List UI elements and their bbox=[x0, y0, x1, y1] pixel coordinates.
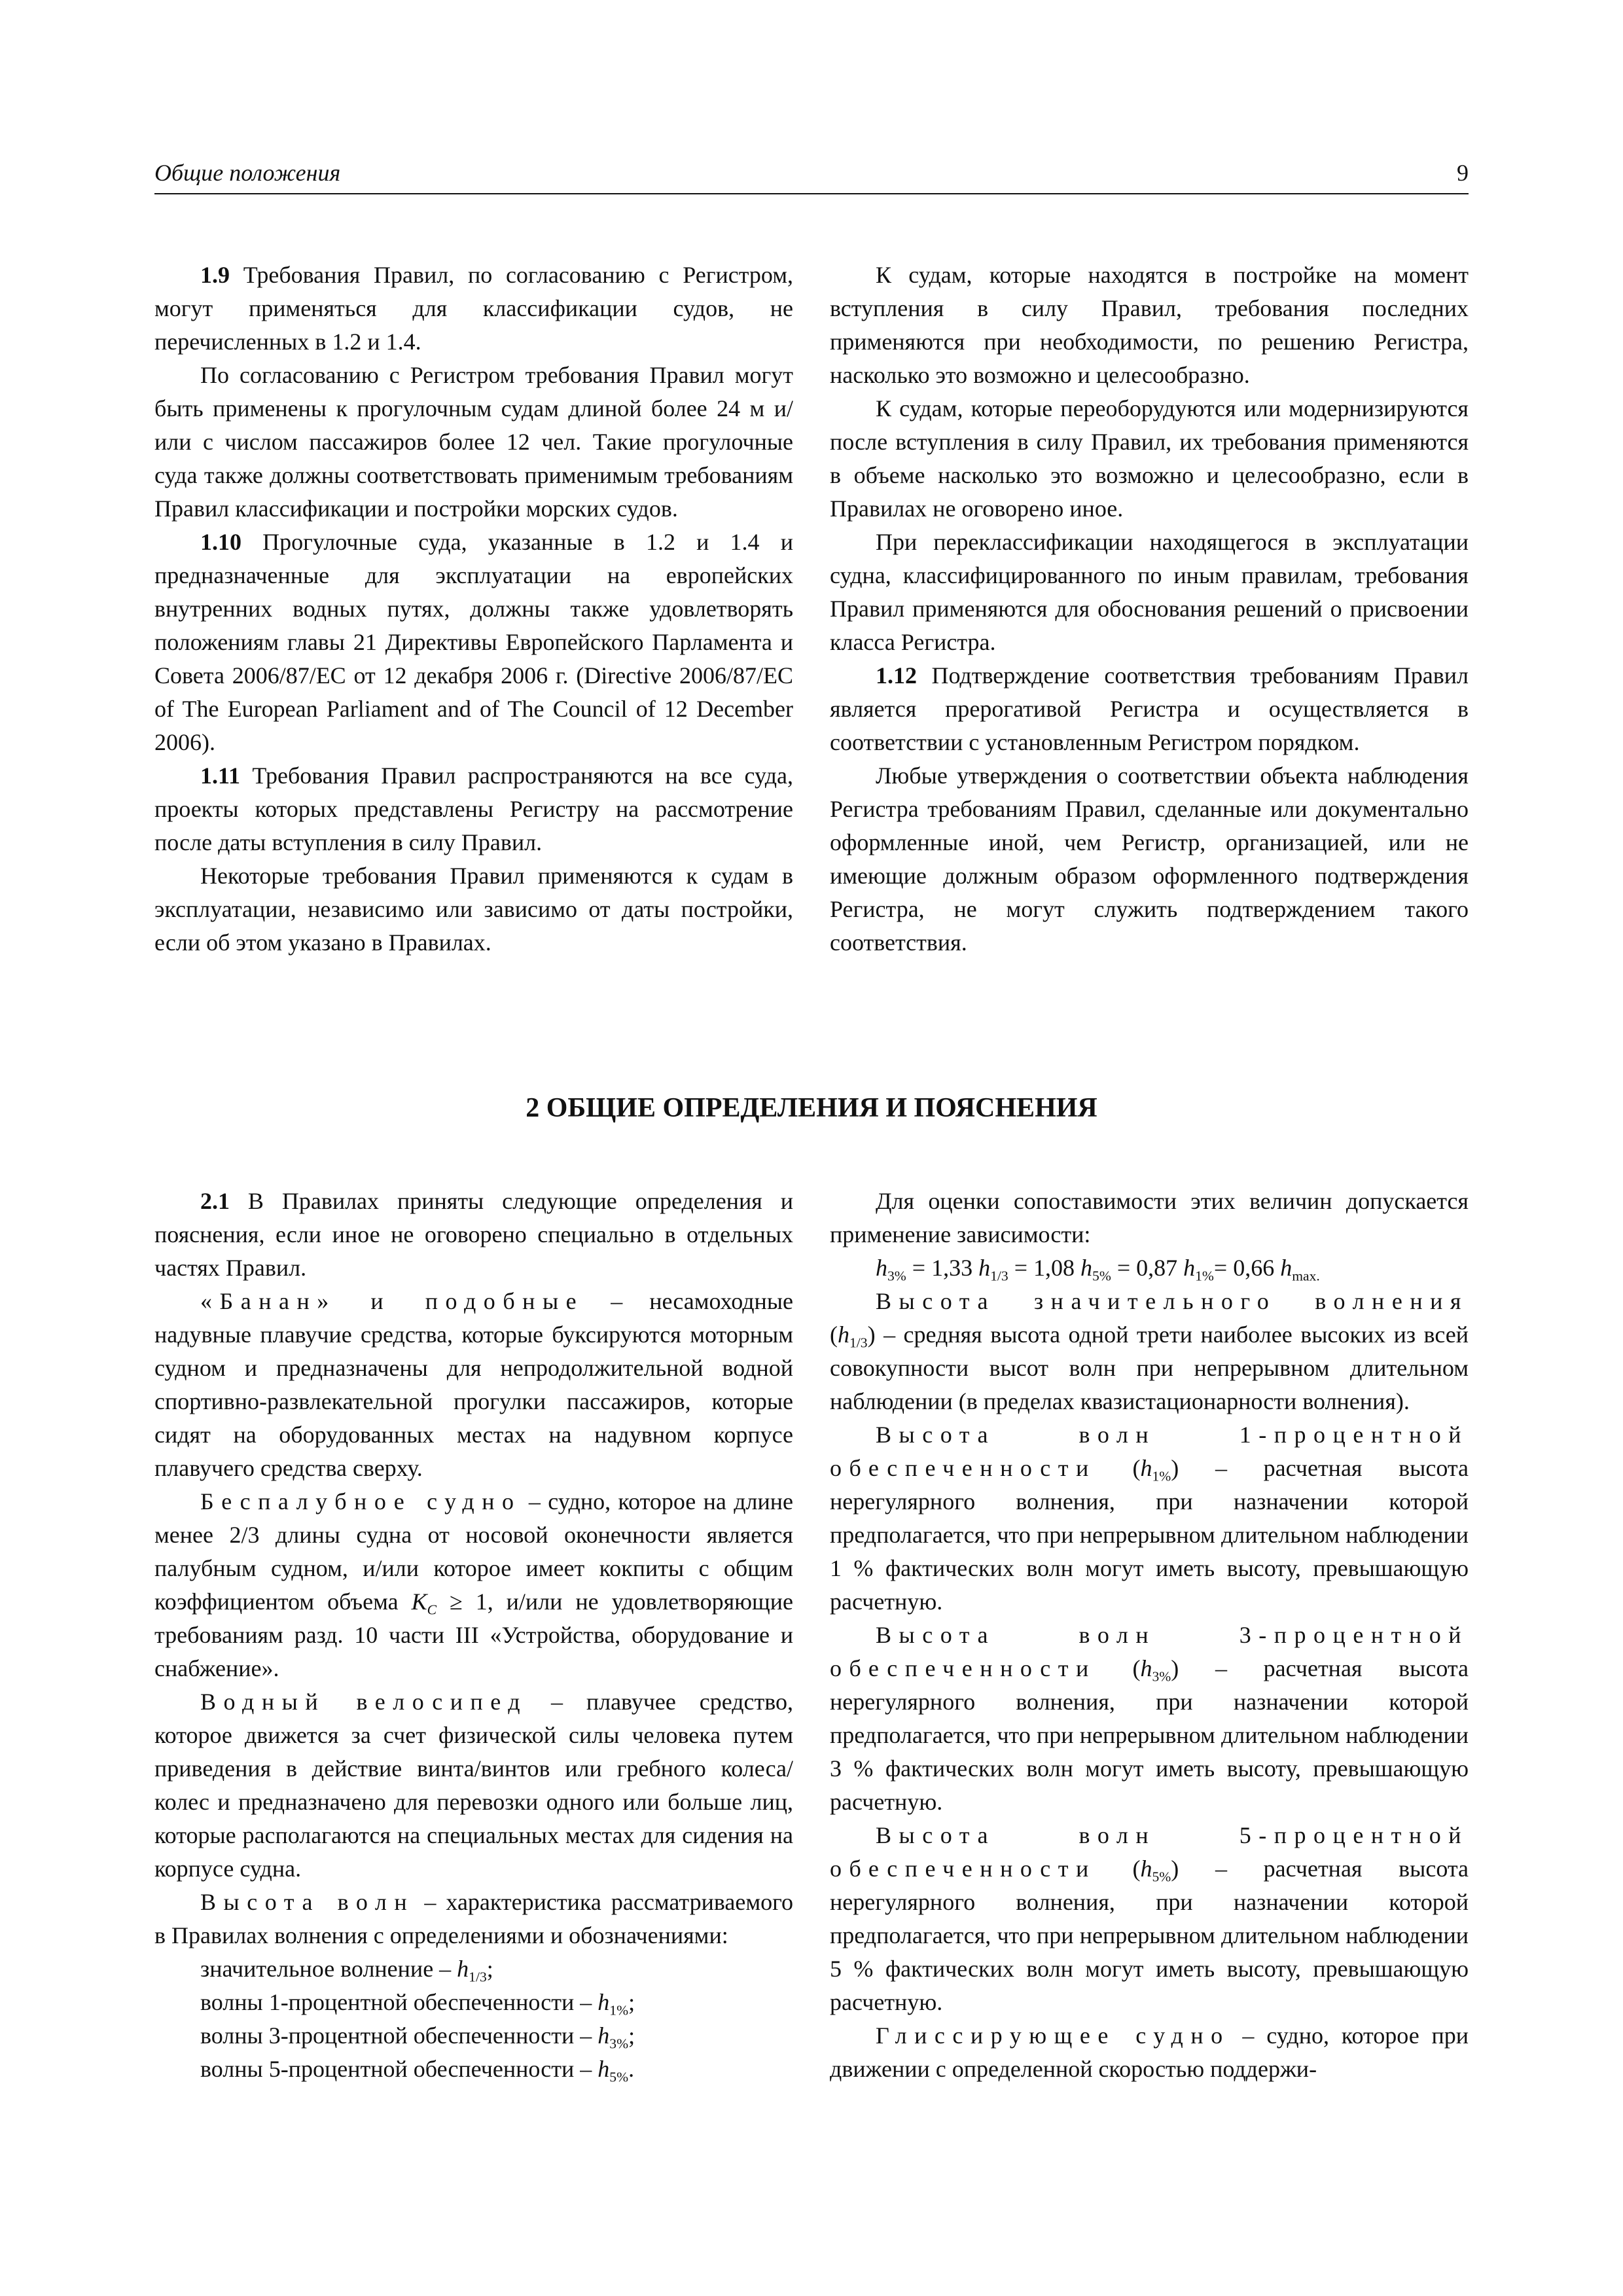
clause-number: 1.11 bbox=[200, 762, 241, 789]
section1-left-column bbox=[154, 259, 793, 960]
paragraph-text: Требования Правил, по согласованию с Регистром, могут применяться для классификации судов, не перечисленных в 1.2 и 1.4. bbox=[154, 262, 793, 355]
definition-text: – расчетная высота нерегулярного волнения, при назначении которой предполагается, что при непрерывном длительном наблюдении 5 % фактических волн могут иметь высоту, превышающую расчетную. bbox=[830, 1856, 1469, 2015]
symbol: h bbox=[597, 2056, 610, 2082]
defined-term: Беспалубное судно bbox=[200, 1488, 522, 1515]
formula-text: = 0,87 bbox=[1111, 1255, 1184, 1281]
symbol: h bbox=[1140, 1856, 1152, 1882]
definition-text: – характеристика рассматриваемого в Правилах волнения с определениями и обозначениями: bbox=[154, 1889, 793, 1948]
definition-text: – судно, которое на длине менее 2/3 длины судна от носовой оконечности является палубным судном, и/или которое имеет кокпиты с общим коэффициентом объема bbox=[154, 1488, 794, 1615]
definition-banan bbox=[154, 1285, 793, 1485]
definition-significant-wave: Высота значительного волнения $(h_{1/3})$ – средняя высота одной трети наиболее высоких из всей совокупности высот волн при непрерывном длительном наблюдении (в пределах квазистационарности волнения). bbox=[830, 1288, 1469, 1414]
paragraph: К судам, которые находятся в постройке на момент вступления в силу Правил, требования последних применяются при необходимости, по решению Регистра, насколько это возможно и целесообразно. bbox=[830, 262, 1469, 388]
symbol-subscript: 1/3 bbox=[469, 1969, 487, 1985]
formula-text: = 1,08 bbox=[1008, 1255, 1081, 1281]
paragraph-1-12 bbox=[830, 659, 1469, 759]
paragraph: К судам, которые переоборудуются или модернизируются после вступления в силу Правил, их требования применяются в объеме насколько это возможно и целесообразно, если в Правилах не оговорено иное. bbox=[830, 395, 1469, 522]
definition-planing-vessel bbox=[830, 2019, 1469, 2086]
defined-term: Глиссирующее судно bbox=[876, 2022, 1230, 2049]
symbol-subscript: 1% bbox=[609, 2002, 629, 2018]
defined-term: Высота волн 3-процентной обеспеченности bbox=[830, 1622, 1469, 1681]
symbol: h bbox=[1183, 1255, 1196, 1281]
coefficient-symbol: K bbox=[411, 1588, 427, 1615]
punctuation: ; bbox=[628, 2022, 635, 2049]
paragraph: По согласованию с Регистром требования Правил могут быть применены к прогулочным судам длиной более 24 м и/или с числом пассажиров более 12 чел. Такие прогулочные суда также должны соответствовать применимым требованиям Правил классификации и постройки морских судов. bbox=[154, 362, 793, 522]
paragraph: Некоторые требования Правил применяются к судам в эксплуатации, независимо или зависимо от даты постройки, если об этом указано в Правилах. bbox=[154, 863, 793, 956]
paragraph: При переклассификации находящегося в эксплуатации судна, классифицированного по иным правилам, требования Правил применяются для обоснования решений о присвоении класса Регистра. bbox=[830, 529, 1469, 655]
definition-wave-3-percent: Высота волн 3-процентной обеспеченности $(h_{3\%})$ – расчетная высота нерегулярного волнения, при назначении которой предполагается, что при непрерывном длительном наблюдении 3 % фактических волн могут иметь высоту, превышающую расчетную. bbox=[830, 1622, 1469, 1815]
symbol: h bbox=[1280, 1255, 1293, 1281]
section-heading: 2 ОБЩИЕ ОПРЕДЕЛЕНИЯ И ПОЯСНЕНИЯ bbox=[526, 1093, 1097, 1123]
list-item-text: волны 5-процентной обеспеченности – bbox=[200, 2056, 598, 2082]
formula-text: = 0,66 bbox=[1213, 1255, 1281, 1281]
defined-term: «Банан» и подобные bbox=[200, 1288, 584, 1314]
symbol-subscript: 1% bbox=[1152, 1468, 1171, 1484]
definition-wave-1-percent: Высота волн 1-процентной обеспеченности $(h_{1\%})$ – расчетная высота нерегулярного волнения, при назначении которой предполагается, что при непрерывном длительном наблюдении 1 % фактических волн могут иметь высоту, превышающую расчетную. bbox=[830, 1422, 1469, 1615]
definition-text: – несамоходные надувные плавучие средства, которые буксируются моторным судном и предназначены для непродолжительной водной спортивно-развлекательной прогулки пассажиров, которые сидят на оборудованных местах на надувном корпусе плавучего средства сверху. bbox=[154, 1288, 793, 1481]
symbol-subscript: 5% bbox=[609, 2069, 629, 2085]
symbol-subscript: 1/3 bbox=[990, 1268, 1008, 1284]
symbol-subscript: max. bbox=[1292, 1268, 1320, 1284]
punctuation: ; bbox=[486, 1956, 493, 1982]
defined-term: Высота волн bbox=[200, 1889, 415, 1915]
symbol-subscript: 5% bbox=[1092, 1268, 1111, 1284]
definition-bespalubnoe bbox=[154, 1485, 793, 1685]
clause-number: 1.9 bbox=[200, 262, 230, 288]
formula bbox=[830, 1251, 1469, 1285]
punctuation: ; bbox=[628, 1989, 635, 2015]
page-number: 9 bbox=[1457, 160, 1469, 186]
section2-left-column bbox=[154, 1185, 793, 2086]
punctuation: . bbox=[628, 2056, 635, 2082]
definition-text: – расчетная высота нерегулярного волнения, при назначении которой предполагается, что при непрерывном длительном наблюдении 3 % фактических волн могут иметь высоту, превышающую расчетную. bbox=[830, 1655, 1469, 1815]
paragraph-text: Требования Правил распространяются на все суда, проекты которых представлены Регистру на рассмотрение после даты вступления в силу Правил. bbox=[154, 762, 793, 855]
paragraph: Для оценки сопоставимости этих величин допускается применение зависимости: bbox=[830, 1188, 1469, 1247]
list-item-text: значительное волнение – bbox=[200, 1956, 457, 1982]
symbol: h bbox=[876, 1255, 887, 1281]
definition-text: – судно, которое при движении с определенной скоростью поддержи- bbox=[830, 2022, 1469, 2082]
defined-term: Водный велосипед bbox=[200, 1689, 528, 1715]
section1-right-column bbox=[830, 259, 1469, 960]
symbol-subscript: 3% bbox=[887, 1268, 906, 1284]
list-item bbox=[154, 2019, 793, 2053]
paragraph-1-11 bbox=[154, 759, 793, 859]
paragraph-text: В Правилах приняты следующие определения и пояснения, если иное не оговорено специально в отдельных частях Правил. bbox=[154, 1188, 793, 1281]
symbol: h bbox=[1140, 1455, 1152, 1481]
paragraph-text: Прогулочные суда, указанные в 1.2 и 1.4 и предназначенные для эксплуатации на европейских внутренних водных путях, должны также удовлетворять положениям главы 21 Директивы Европейского Парламента и Совета 2006/87/ЕС от 12 декабря 2006 г. (Directive 2006/87/EC of The European Parliament and of The Council of 12 December 2006). bbox=[154, 529, 793, 755]
definition-vysota-voln bbox=[154, 1886, 793, 1952]
running-header bbox=[154, 154, 1469, 194]
symbol-subscript: 3% bbox=[1152, 1668, 1171, 1685]
clause-number: 1.12 bbox=[876, 662, 917, 689]
definition-text: – плавучее средство, которое движется за счет физической силы человека путем приведения в действие винта/винтов или гребного колеса/колес и предназначено для перевозки одного или больше лиц, которые располагаются на специальных местах для сидения на корпусе судна. bbox=[154, 1689, 793, 1882]
paragraph: Любые утверждения о соответствии объекта наблюдения Регистра требованиям Правил, сделанные или документально оформленные иной, чем Регистр, организацией, или не имеющие должным образом оформленного подтверждения Регистра, не могут служить подтверждением такого соответствия. bbox=[830, 762, 1469, 956]
paragraph-1-9 bbox=[154, 259, 793, 359]
list-item bbox=[154, 1986, 793, 2019]
symbol-subscript: 5% bbox=[1152, 1869, 1171, 1885]
list-item bbox=[154, 1952, 793, 1986]
symbol: h bbox=[597, 1989, 610, 2015]
list-item bbox=[154, 2053, 793, 2086]
defined-term: Высота значительного волнения bbox=[876, 1288, 1469, 1314]
header-title: Общие положения bbox=[154, 160, 341, 186]
symbol-subscript: 1/3 bbox=[849, 1335, 868, 1351]
list-item-text: волны 3-процентной обеспеченности – bbox=[200, 2022, 598, 2049]
symbol-subscript: 1% bbox=[1195, 1268, 1214, 1284]
symbol-subscript: 3% bbox=[609, 2036, 629, 2052]
symbol: h bbox=[457, 1956, 469, 1982]
definition-text: – расчетная высота нерегулярного волнения, при назначении которой предполагается, что при непрерывном длительном наблюдении 1 % фактических волн могут иметь высоту, превышающую расчетную. bbox=[830, 1455, 1469, 1615]
definition-wave-5-percent: Высота волн 5-процентной обеспеченности $(h_{5\%})$ – расчетная высота нерегулярного волнения, при назначении которой предполагается, что при непрерывном длительном наблюдении 5 % фактических волн могут иметь высоту, превышающую расчетную. bbox=[830, 1822, 1469, 2015]
symbol: h bbox=[597, 2022, 610, 2049]
formula-text: = 1,33 bbox=[906, 1255, 979, 1281]
symbol: h bbox=[978, 1255, 991, 1281]
section2-right-column bbox=[830, 1185, 1469, 2086]
paragraph-2-1 bbox=[154, 1185, 793, 1285]
definition-vodny-velosiped bbox=[154, 1685, 793, 1886]
paragraph-1-10 bbox=[154, 526, 793, 759]
clause-number: 2.1 bbox=[200, 1188, 230, 1214]
symbol: h bbox=[838, 1321, 849, 1348]
paragraph-text: Подтверждение соответствия требованиям Правил является прерогативой Регистра и осуществляется в соответствии с установленным Регистром порядком. bbox=[830, 662, 1469, 755]
list-item-text: волны 1-процентной обеспеченности – bbox=[200, 1989, 598, 2015]
definition-text: – средняя высота одной трети наиболее высоких из всей совокупности высот волн при непрерывном длительном наблюдении (в пределах квазистационарности волнения). bbox=[830, 1321, 1469, 1414]
defined-term: Высота волн 5-процентной обеспеченности bbox=[830, 1822, 1469, 1882]
definition-text: ≥ 1, и/или не удовлетворяющие требованиям разд. 10 части III «Устройства, оборудование и снабжение». bbox=[154, 1588, 793, 1681]
symbol: h bbox=[1140, 1655, 1152, 1681]
clause-number: 1.10 bbox=[200, 529, 241, 555]
coefficient-subscript: C bbox=[427, 1602, 437, 1618]
defined-term: Высота волн 1-процентной обеспеченности bbox=[830, 1422, 1469, 1481]
symbol: h bbox=[1080, 1255, 1093, 1281]
